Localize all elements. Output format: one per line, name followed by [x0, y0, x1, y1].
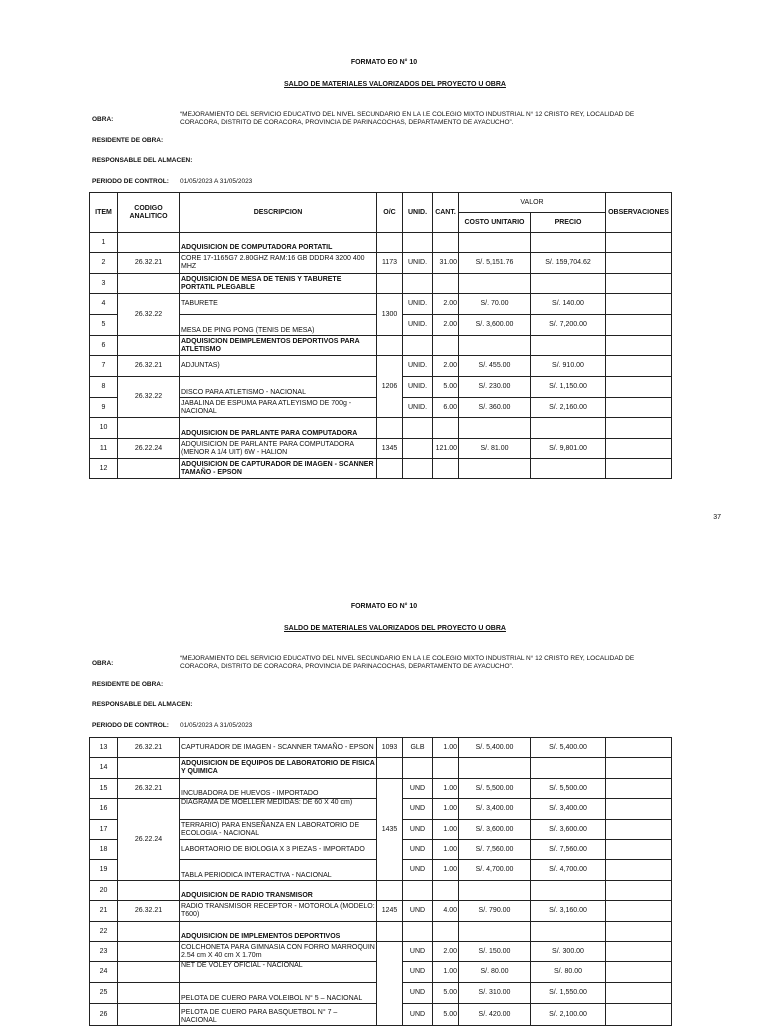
unit-cost-cell: S/. 5,400.00: [459, 738, 531, 758]
item-cell: 11: [90, 439, 118, 459]
unit-cell: GLB: [403, 738, 433, 758]
quantity-cell: 31.00: [433, 253, 459, 274]
price-cell: S/. 300.00: [531, 942, 606, 962]
observations-cell: [606, 294, 672, 315]
price-cell: S/. 159,704.62: [531, 253, 606, 274]
price-cell: S/. 140.00: [531, 294, 606, 315]
table-row: [90, 418, 672, 439]
format-title: FORMATO EO N° 10: [350, 59, 418, 66]
unit-cell: [403, 881, 433, 901]
observations-cell: [606, 315, 672, 336]
codigo-cell: [118, 962, 180, 983]
item-cell: 7: [90, 356, 118, 377]
periodo-label: PERIODO DE CONTROL:: [92, 722, 169, 729]
unit-cell: UNID.: [403, 356, 433, 377]
header-unid: UNID.: [403, 193, 433, 233]
table-row: [90, 942, 672, 962]
periodo-value: 01/05/2023 A 31/05/2023: [180, 178, 253, 185]
item-cell: 21: [90, 901, 118, 922]
unit-cost-cell: S/. 3,600.00: [459, 315, 531, 336]
observations-cell: [606, 377, 672, 398]
quantity-cell: [433, 418, 459, 439]
price-cell: [531, 274, 606, 294]
unit-cost-cell: [459, 881, 531, 901]
item-cell: 24: [90, 962, 118, 983]
observations-cell: [606, 942, 672, 962]
oc-cell: 1245: [377, 901, 403, 922]
unit-cost-cell: S/. 3,600.00: [459, 820, 531, 840]
item-cell: 22: [90, 922, 118, 942]
table-row: [90, 881, 672, 901]
codigo-cell: 26.22.24: [118, 439, 180, 459]
table-row: [90, 233, 672, 253]
price-cell: [531, 459, 606, 479]
description-cell: PELOTA DE CUERO PARA VOLEIBOL N° 5 – NACIONAL: [180, 983, 377, 1004]
observations-cell: [606, 758, 672, 779]
unit-cell: UND: [403, 1004, 433, 1026]
codigo-cell: 26.32.21: [118, 901, 180, 922]
description-cell: LABORTAORIO DE BIOLOGIA X 3 PIEZAS - IMPORTADO: [180, 840, 377, 860]
document-subtitle: SALDO DE MATERIALES VALORIZADOS DEL PROYECTO U OBRA: [284, 625, 506, 632]
materials-table: [89, 192, 672, 479]
codigo-cell: [118, 418, 180, 439]
responsable-label: RESPONSABLE DEL ALMACEN:: [92, 701, 193, 708]
item-cell: 19: [90, 860, 118, 881]
quantity-cell: 1.00: [433, 840, 459, 860]
observations-cell: [606, 459, 672, 479]
obra-value: “MEJORAMIENTO DEL SERVICIO EDUCATIVO DEL NIVEL SECUNDARIO EN LA I.E COLEGIO MIXTO INDUSTRIAL N° 12 CRISTO REY, LOCALIDAD DE CORACORA, DISTRITO DE CORACORA, PROVINCIA DE PARINACOCHAS, DEPARTAMENTO DE AYACUCHO”.: [180, 111, 635, 126]
oc-cell: [377, 881, 403, 901]
item-cell: 3: [90, 274, 118, 294]
description-cell: ADQUISICION DE EQUIPOS DE LABORATORIO DE FISICA Y QUIMICA: [180, 758, 377, 779]
unit-cost-cell: S/. 455.00: [459, 356, 531, 377]
codigo-cell: [118, 983, 180, 1004]
description-cell: TERRARIO) PARA ENSEÑANZA EN LABORATORIO DE ECOLOGIA - NACIONAL: [180, 820, 377, 840]
unit-cell: UND: [403, 942, 433, 962]
header-precio: PRECIO: [531, 213, 606, 233]
header-oc: O/C: [377, 193, 403, 233]
description-cell: ADQUISICION DE MESA DE TENIS Y TABURETE PORTATIL PLEGABLE: [180, 274, 377, 294]
unit-cell: UND: [403, 983, 433, 1004]
codigo-cell: [118, 881, 180, 901]
unit-cost-cell: S/. 3,400.00: [459, 799, 531, 820]
price-cell: [531, 881, 606, 901]
responsable-label: RESPONSABLE DEL ALMACEN:: [92, 157, 193, 164]
oc-cell: 1345: [377, 439, 403, 459]
item-cell: 18: [90, 840, 118, 860]
item-cell: 20: [90, 881, 118, 901]
description-cell: PELOTA DE CUERO PARA BASQUETBOL N° 7 – NACIONAL: [180, 1004, 377, 1026]
header-observaciones: OBSERVACIONES: [606, 193, 672, 233]
table-row: [90, 901, 672, 922]
price-cell: S/. 4,700.00: [531, 860, 606, 881]
oc-cell: [377, 418, 403, 439]
observations-cell: [606, 356, 672, 377]
item-cell: 2: [90, 253, 118, 274]
observations-cell: [606, 820, 672, 840]
header-descripcion: DESCRIPCION: [180, 193, 377, 233]
table-row: [90, 758, 672, 779]
price-cell: S/. 5,400.00: [531, 738, 606, 758]
description-cell: CAPTURADOR DE IMAGEN - SCANNER TAMAÑO - EPSON: [180, 738, 377, 758]
item-cell: 12: [90, 459, 118, 479]
price-cell: S/. 5,500.00: [531, 779, 606, 799]
quantity-cell: 1.00: [433, 799, 459, 820]
unit-cell: [403, 336, 433, 356]
obra-value: “MEJORAMIENTO DEL SERVICIO EDUCATIVO DEL NIVEL SECUNDARIO EN LA I.E COLEGIO MIXTO INDUSTRIAL N° 12 CRISTO REY, LOCALIDAD DE CORACORA, DISTRITO DE CORACORA, PROVINCIA DE PARINACOCHAS, DEPARTAMENTO DE AYACUCHO”.: [180, 655, 635, 670]
description-cell: NET DE VOLEY OFICIAL - NACIONAL: [180, 962, 377, 983]
codigo-cell: 26.32.21: [118, 356, 180, 377]
oc-cell: 1173: [377, 253, 403, 274]
description-cell: ADJUNTAS): [180, 356, 377, 377]
item-cell: 1: [90, 233, 118, 253]
unit-cell: [403, 418, 433, 439]
residente-label: RESIDENTE DE OBRA:: [92, 681, 164, 688]
quantity-cell: 1.00: [433, 820, 459, 840]
item-cell: 16: [90, 799, 118, 820]
observations-cell: [606, 799, 672, 820]
price-cell: [531, 418, 606, 439]
unit-cost-cell: [459, 233, 531, 253]
quantity-cell: 1.00: [433, 962, 459, 983]
unit-cell: UND: [403, 799, 433, 820]
table-row: [90, 779, 672, 799]
price-cell: S/. 7,200.00: [531, 315, 606, 336]
unit-cell: [403, 233, 433, 253]
unit-cell: UNID.: [403, 398, 433, 418]
description-cell: ADQUISICION DE RADIO TRANSMISOR: [180, 881, 377, 901]
item-cell: 9: [90, 398, 118, 418]
header-costo-unitario: COSTO UNITARIO: [459, 213, 531, 233]
unit-cell: [403, 274, 433, 294]
quantity-cell: 5.00: [433, 1004, 459, 1026]
unit-cell: UND: [403, 840, 433, 860]
observations-cell: [606, 233, 672, 253]
table-body: [90, 738, 672, 1026]
quantity-cell: [433, 274, 459, 294]
unit-cost-cell: S/. 310.00: [459, 983, 531, 1004]
codigo-cell: 26.32.22: [118, 377, 180, 418]
observations-cell: [606, 983, 672, 1004]
oc-cell: [377, 459, 403, 479]
unit-cost-cell: S/. 150.00: [459, 942, 531, 962]
codigo-cell: 26.32.21: [118, 738, 180, 758]
table-row: [90, 459, 672, 479]
description-cell: COLCHONETA PARA GIMNASIA CON FORRO MARROQUIN 2.54 cm X 40 cm X 1.70m: [180, 942, 377, 962]
price-cell: [531, 233, 606, 253]
document-subtitle: SALDO DE MATERIALES VALORIZADOS DEL PROYECTO U OBRA: [284, 81, 506, 88]
format-title: FORMATO EO N° 10: [350, 603, 418, 610]
codigo-cell: [118, 233, 180, 253]
description-cell: DISCO PARA ATLETISMO - NACIONAL: [180, 377, 377, 398]
quantity-cell: [433, 459, 459, 479]
quantity-cell: 1.00: [433, 779, 459, 799]
price-cell: S/. 1,550.00: [531, 983, 606, 1004]
oc-cell: [377, 942, 403, 1026]
unit-cell: UNID.: [403, 377, 433, 398]
observations-cell: [606, 901, 672, 922]
codigo-cell: 26.22.24: [118, 799, 180, 881]
description-cell: INCUBADORA DE HUEVOS - IMPORTADO: [180, 779, 377, 799]
unit-cost-cell: S/. 80.00: [459, 962, 531, 983]
unit-cell: [403, 758, 433, 779]
unit-cost-cell: S/. 4,700.00: [459, 860, 531, 881]
observations-cell: [606, 274, 672, 294]
description-cell: TABURETE: [180, 294, 377, 315]
unit-cell: UND: [403, 901, 433, 922]
codigo-cell: [118, 942, 180, 962]
unit-cost-cell: S/. 70.00: [459, 294, 531, 315]
unit-cell: UND: [403, 962, 433, 983]
description-cell: CORE 17-1165G7 2.80GHZ RAM:16 GB DDDR4 3200 400 MHZ: [180, 253, 377, 274]
description-cell: DIAGRAMA DE MOELLER MEDIDAS: DE 60 X 40 cm): [180, 799, 377, 820]
oc-cell: 1300: [377, 294, 403, 336]
item-cell: 6: [90, 336, 118, 356]
item-cell: 5: [90, 315, 118, 336]
unit-cell: [403, 922, 433, 942]
price-cell: [531, 922, 606, 942]
unit-cost-cell: [459, 459, 531, 479]
periodo-label: PERIODO DE CONTROL:: [92, 178, 169, 185]
unit-cell: UNID.: [403, 253, 433, 274]
unit-cell: UND: [403, 779, 433, 799]
description-cell: ADQUISICION DE PARLANTE PARA COMPUTADORA: [180, 418, 377, 439]
residente-label: RESIDENTE DE OBRA:: [92, 137, 164, 144]
price-cell: S/. 3,600.00: [531, 820, 606, 840]
header-codigo: CODIGO ANALITICO: [118, 193, 180, 233]
codigo-cell: [118, 758, 180, 779]
observations-cell: [606, 881, 672, 901]
quantity-cell: 121.00: [433, 439, 459, 459]
quantity-cell: [433, 881, 459, 901]
unit-cell: UND: [403, 820, 433, 840]
description-cell: ADQUISICION DE PARLANTE PARA COMPUTADORA (MENOR A 1/4 UIT) 6W - HALION: [180, 439, 377, 459]
codigo-cell: 26.32.21: [118, 779, 180, 799]
table-row: [90, 274, 672, 294]
oc-cell: 1435: [377, 779, 403, 881]
table-row: [90, 439, 672, 459]
quantity-cell: 4.00: [433, 901, 459, 922]
codigo-cell: 26.32.22: [118, 294, 180, 336]
unit-cost-cell: S/. 360.00: [459, 398, 531, 418]
oc-cell: [377, 274, 403, 294]
description-cell: JABALINA DE ESPUMA PARA ATLEYISMO DE 700g - NACIONAL: [180, 398, 377, 418]
quantity-cell: [433, 233, 459, 253]
item-cell: 10: [90, 418, 118, 439]
item-cell: 4: [90, 294, 118, 315]
observations-cell: [606, 840, 672, 860]
quantity-cell: 1.00: [433, 860, 459, 881]
unit-cost-cell: [459, 418, 531, 439]
materials-table: [89, 737, 672, 1026]
observations-cell: [606, 253, 672, 274]
price-cell: S/. 1,150.00: [531, 377, 606, 398]
description-cell: ADQUISICION DE CAPTURADOR DE IMAGEN - SCANNER TAMAÑO - EPSON: [180, 459, 377, 479]
unit-cost-cell: [459, 336, 531, 356]
unit-cost-cell: S/. 5,500.00: [459, 779, 531, 799]
unit-cost-cell: S/. 81.00: [459, 439, 531, 459]
codigo-cell: 26.32.21: [118, 253, 180, 274]
unit-cost-cell: S/. 7,560.00: [459, 840, 531, 860]
table-row: [90, 253, 672, 274]
oc-cell: [377, 233, 403, 253]
header-cant: CANT.: [433, 193, 459, 233]
quantity-cell: 5.00: [433, 983, 459, 1004]
description-cell: MESA DE PING PONG (TENIS DE MESA): [180, 315, 377, 336]
table-row: [90, 738, 672, 758]
unit-cell: UNID.: [403, 315, 433, 336]
quantity-cell: [433, 336, 459, 356]
price-cell: S/. 2,100.00: [531, 1004, 606, 1026]
price-cell: [531, 336, 606, 356]
table-header-row: [90, 193, 672, 213]
price-cell: S/. 2,160.00: [531, 398, 606, 418]
oc-cell: 1093: [377, 738, 403, 758]
item-cell: 17: [90, 820, 118, 840]
item-cell: 25: [90, 983, 118, 1004]
codigo-cell: [118, 1004, 180, 1026]
item-cell: 15: [90, 779, 118, 799]
quantity-cell: 5.00: [433, 377, 459, 398]
quantity-cell: 2.00: [433, 315, 459, 336]
codigo-cell: [118, 336, 180, 356]
quantity-cell: [433, 758, 459, 779]
item-cell: 8: [90, 377, 118, 398]
header-valor: VALOR: [459, 193, 606, 213]
observations-cell: [606, 779, 672, 799]
description-cell: RADIO TRANSMISOR RECEPTOR - MOTOROLA (MODELO: T600): [180, 901, 377, 922]
quantity-cell: [433, 922, 459, 942]
unit-cost-cell: S/. 5,151.76: [459, 253, 531, 274]
observations-cell: [606, 922, 672, 942]
observations-cell: [606, 1004, 672, 1026]
description-cell: ADQUISICION DE IMPLEMENTOS DEPORTIVOS: [180, 922, 377, 942]
price-cell: S/. 3,400.00: [531, 799, 606, 820]
quantity-cell: 2.00: [433, 942, 459, 962]
page-number: 37: [713, 514, 721, 521]
quantity-cell: 2.00: [433, 356, 459, 377]
observations-cell: [606, 439, 672, 459]
price-cell: S/. 80.00: [531, 962, 606, 983]
description-cell: TABLA PERIODICA INTERACTIVA - NACIONAL: [180, 860, 377, 881]
table-row: [90, 356, 672, 377]
oc-cell: [377, 336, 403, 356]
observations-cell: [606, 860, 672, 881]
unit-cell: UNID.: [403, 294, 433, 315]
obra-label: OBRA:: [92, 116, 114, 123]
unit-cost-cell: [459, 922, 531, 942]
unit-cell: [403, 439, 433, 459]
unit-cost-cell: S/. 420.00: [459, 1004, 531, 1026]
oc-cell: [377, 922, 403, 942]
table-row: [90, 922, 672, 942]
price-cell: S/. 7,560.00: [531, 840, 606, 860]
unit-cost-cell: [459, 758, 531, 779]
unit-cell: [403, 459, 433, 479]
observations-cell: [606, 398, 672, 418]
table-row: [90, 294, 672, 315]
description-cell: ADQUISICION DE COMPUTADORA PORTATIL: [180, 233, 377, 253]
periodo-value: 01/05/2023 A 31/05/2023: [180, 722, 253, 729]
unit-cost-cell: S/. 790.00: [459, 901, 531, 922]
quantity-cell: 1.00: [433, 738, 459, 758]
item-cell: 14: [90, 758, 118, 779]
item-cell: 26: [90, 1004, 118, 1026]
unit-cost-cell: S/. 230.00: [459, 377, 531, 398]
item-cell: 13: [90, 738, 118, 758]
observations-cell: [606, 962, 672, 983]
quantity-cell: 6.00: [433, 398, 459, 418]
observations-cell: [606, 336, 672, 356]
quantity-cell: 2.00: [433, 294, 459, 315]
item-cell: 23: [90, 942, 118, 962]
codigo-cell: [118, 922, 180, 942]
table-body: [90, 193, 672, 479]
description-cell: ADQUISICION DEIMPLEMENTOS DEPORTIVOS PARA ATLETISMO: [180, 336, 377, 356]
unit-cost-cell: [459, 274, 531, 294]
codigo-cell: [118, 274, 180, 294]
codigo-cell: [118, 459, 180, 479]
obra-label: OBRA:: [92, 660, 114, 667]
header-item: ITEM: [90, 193, 118, 233]
price-cell: S/. 910.00: [531, 356, 606, 377]
observations-cell: [606, 738, 672, 758]
oc-cell: 1206: [377, 356, 403, 418]
price-cell: S/. 9,801.00: [531, 439, 606, 459]
price-cell: [531, 758, 606, 779]
oc-cell: [377, 758, 403, 779]
price-cell: S/. 3,160.00: [531, 901, 606, 922]
unit-cell: UND: [403, 860, 433, 881]
observations-cell: [606, 418, 672, 439]
table-row: [90, 336, 672, 356]
